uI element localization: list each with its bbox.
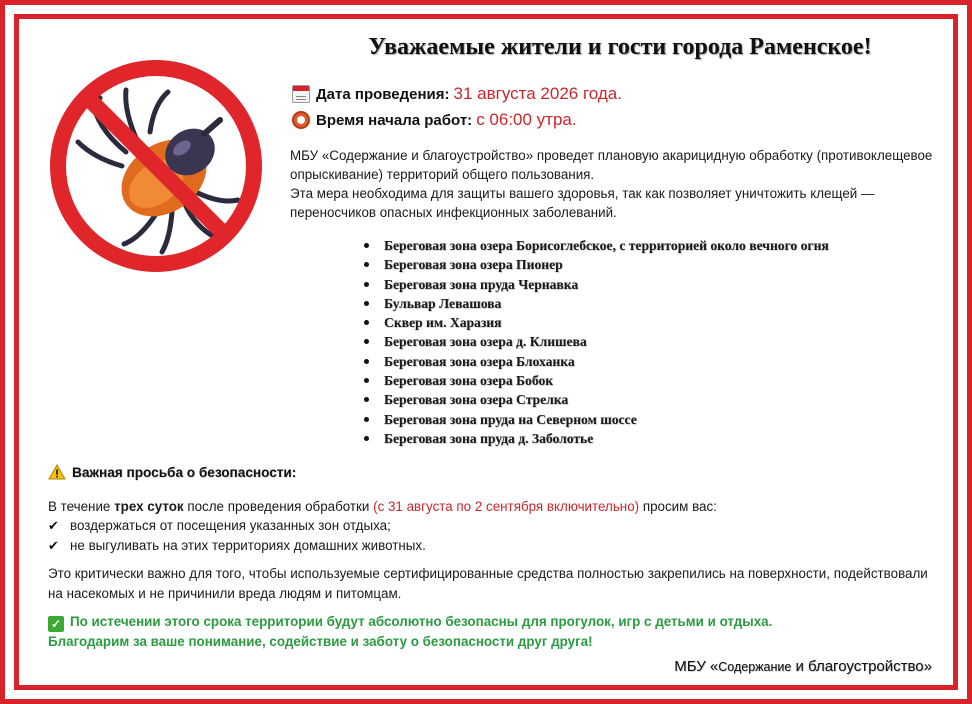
- date-row: [292, 84, 622, 104]
- list-item: Береговая зона озера Борисоглебское, с территорией около вечного огня: [364, 236, 829, 255]
- intro-paragraph-1: МБУ «Содержание и благоустройство» проведет плановую акарицидную обработку (противоклещевое опрыскивание) территорий общего пользования.: [290, 148, 933, 182]
- time-value: с 06:00 утра.: [476, 110, 577, 129]
- time-row: [292, 110, 577, 130]
- list-item: Береговая зона озера Стрелка: [364, 390, 829, 409]
- request-period: (с 31 августа по 2 сентября включительно): [373, 499, 640, 514]
- list-item: Береговая зона пруда д. Заболотье: [364, 429, 829, 448]
- calendar-icon: [292, 85, 310, 103]
- safety-heading-row: [48, 464, 296, 480]
- list-item: Береговая зона озера Блоханка: [364, 352, 829, 371]
- safety-request: [48, 497, 948, 516]
- closing-line-2: Благодарим за ваше понимание, содействие и заботу о безопасности друг друга!: [48, 634, 593, 649]
- list-item: [48, 516, 426, 536]
- safety-heading: Важная просьба о безопасности:: [72, 464, 297, 480]
- request-text: В течение: [48, 499, 115, 514]
- checklist-text: не выгуливать на этих территориях домашних животных.: [70, 538, 426, 553]
- checklist-text: воздержаться от посещения указанных зон отдыха;: [70, 518, 391, 533]
- time-label: Время начала работ:: [316, 111, 473, 129]
- closing-message: [48, 612, 948, 652]
- signature-suffix: и благоустройство»: [791, 658, 932, 675]
- list-item: [48, 536, 426, 556]
- list-item: Бульвар Левашова: [364, 294, 829, 313]
- list-item: Береговая зона пруда на Северном шоссе: [364, 410, 829, 429]
- list-item: Береговая зона озера Пионер: [364, 255, 829, 274]
- no-tick-icon: [44, 54, 268, 278]
- signature-middle: Содержание: [718, 660, 792, 674]
- list-item: Береговая зона пруда Чернавка: [364, 275, 829, 294]
- critical-note: Это критически важно для того, чтобы используемые сертифицированные средства полностью закрепились на поверхности, подействовали на насекомых и не причинили вреда людям и питомцам.: [48, 566, 928, 601]
- intro-paragraph-2: Эта мера необходима для защиты вашего здоровья, так как позволяет уничтожить клещей — переносчиков опасных инфекционных заболеваний.: [290, 186, 875, 220]
- date-value: 31 августа 2026 года.: [453, 84, 622, 103]
- list-item: Береговая зона озера Бобок: [364, 371, 829, 390]
- list-item: Сквер им. Харазия: [364, 313, 829, 332]
- signature-prefix: МБУ «: [674, 658, 719, 675]
- intro-text: [290, 146, 950, 222]
- alarm-clock-icon: [292, 111, 310, 129]
- warning-icon: [48, 464, 66, 480]
- signature: [674, 658, 932, 675]
- check-mark-icon: ✔: [48, 518, 59, 533]
- request-text: просим вас:: [639, 499, 717, 514]
- safety-checklist: [48, 516, 426, 556]
- list-item: Береговая зона озера д. Клишева: [364, 332, 829, 351]
- places-list: [364, 236, 829, 448]
- page-title: Уважаемые жители и гости города Раменское!: [368, 34, 872, 60]
- green-check-icon: ✓: [48, 616, 64, 632]
- request-duration: трех суток: [114, 499, 184, 514]
- date-label: Дата проведения:: [316, 85, 450, 103]
- request-text: после проведения обработки: [183, 499, 374, 514]
- check-mark-icon: ✔: [48, 538, 59, 553]
- closing-line-1: По истечении этого срока территории будут абсолютно безопасны для прогулок, игр с детьми и отдыха.: [70, 614, 773, 629]
